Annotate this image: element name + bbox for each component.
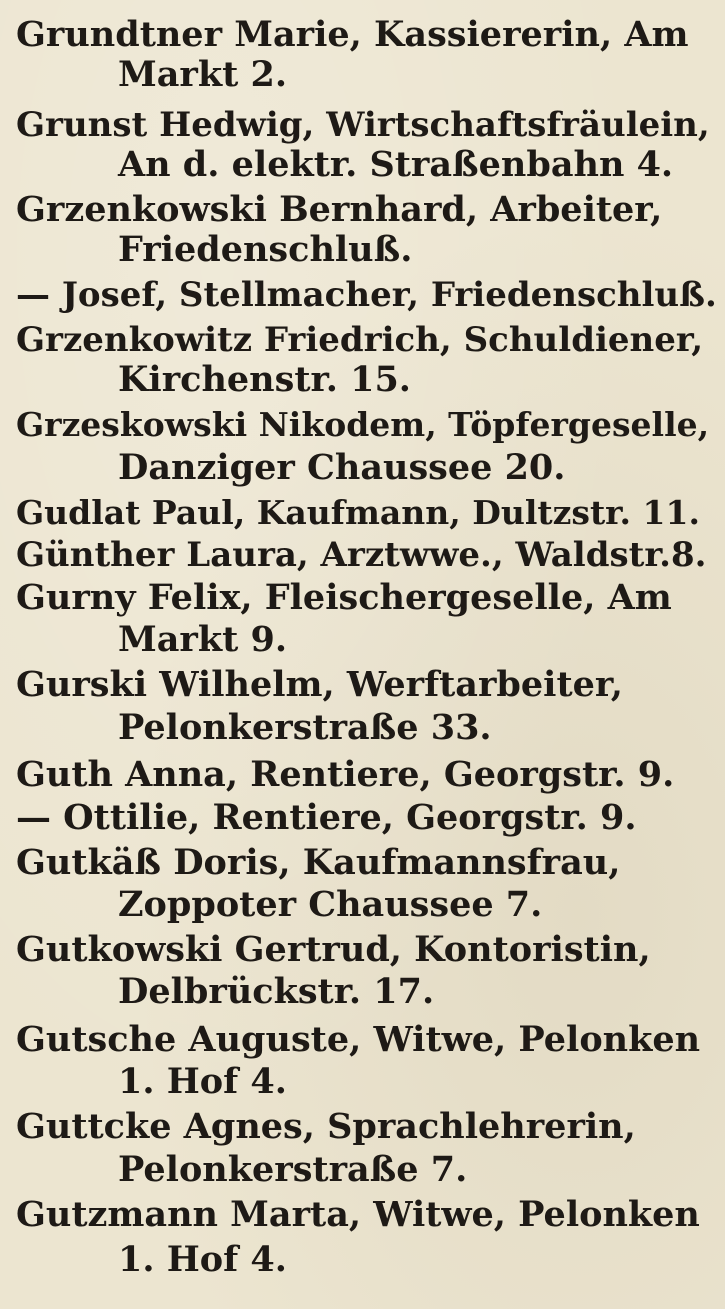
entry-line: Gutzmann Marta, Witwe, Pelonken [16, 1194, 700, 1235]
entry-continuation-line: Kirchenstr. 15. [118, 359, 411, 400]
entry-continuation-line: An d. elektr. Straßenbahn 4. [118, 144, 674, 185]
entry-line: Guttcke Agnes, Sprachlehrerin, [16, 1106, 636, 1147]
entry-line: Gutsche Auguste, Witwe, Pelonken [16, 1019, 701, 1060]
entry-continuation-line: Pelonkerstraße 7. [118, 1149, 468, 1190]
entry-continuation-line: 1. Hof 4. [118, 1061, 287, 1102]
entry-continuation-line: Danziger Chaussee 20. [118, 447, 566, 488]
entry-continuation-line: Markt 2. [118, 54, 288, 95]
entry-line: Gurny Felix, Fleischergeselle, Am [16, 577, 672, 618]
entry-line: — Ottilie, Rentiere, Georgstr. 9. [16, 797, 637, 838]
entry-continuation-line: Friedenschluß. [118, 229, 413, 270]
entry-continuation-line: Delbrückstr. 17. [118, 971, 435, 1012]
entry-line: Guth Anna, Rentiere, Georgstr. 9. [16, 754, 675, 795]
entry-continuation-line: 1. Hof 4. [118, 1239, 287, 1280]
entry-line: — Josef, Stellmacher, Friedenschluß. [16, 275, 717, 315]
entry-line: Grzenkowitz Friedrich, Schuldiener, [16, 320, 704, 360]
entry-line: Grzeskowski Nikodem, Töpfergeselle, [16, 405, 710, 444]
entry-line: Gutkäß Doris, Kaufmannsfrau, [16, 842, 621, 883]
entry-line: Gurski Wilhelm, Werftarbeiter, [16, 664, 623, 705]
entry-line: Grzenkowski Bernhard, Arbeiter, [16, 189, 663, 230]
entry-continuation-line: Pelonkerstraße 33. [118, 707, 492, 748]
entry-line: Gudlat Paul, Kaufmann, Dultzstr. 11. [16, 493, 700, 532]
entry-continuation-line: Markt 9. [118, 619, 288, 660]
entry-line: Günther Laura, Arztwwe., Waldstr.8. [16, 535, 707, 575]
entry-line: Grunst Hedwig, Wirtschaftsfräulein, [16, 105, 710, 145]
entry-continuation-line: Zoppoter Chaussee 7. [118, 884, 543, 925]
entry-line: Grundtner Marie, Kassiererin, Am [16, 14, 689, 55]
entry-line: Gutkowski Gertrud, Kontoristin, [16, 929, 651, 970]
